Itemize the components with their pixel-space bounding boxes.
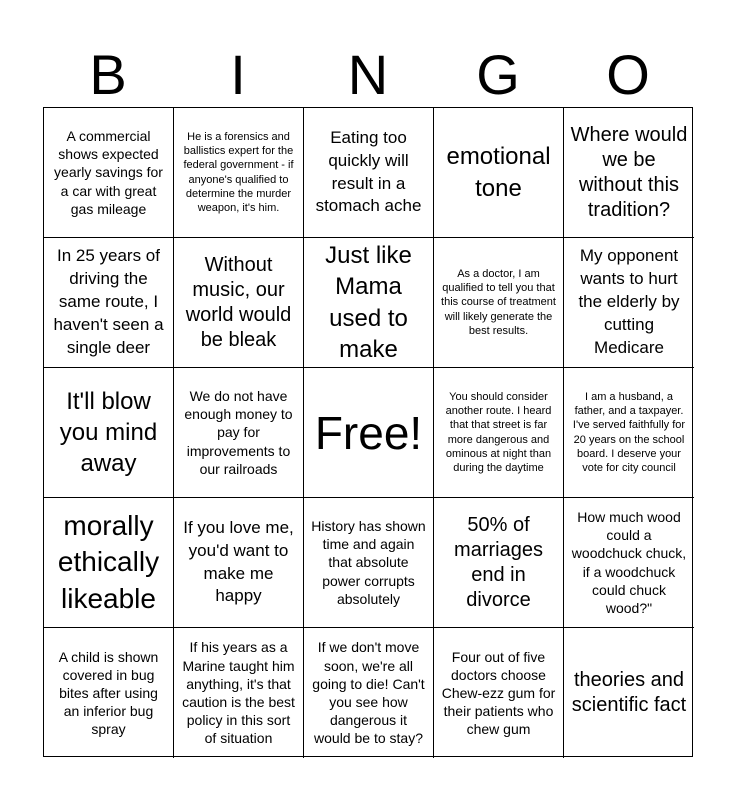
bingo-cell[interactable] (174, 628, 304, 758)
cell-text: Free! (314, 406, 423, 459)
cell-text: It'll blow you mind away (59, 387, 158, 478)
bingo-cell[interactable] (434, 628, 564, 758)
bingo-cell[interactable] (434, 108, 564, 238)
bingo-cell[interactable] (304, 238, 434, 368)
bingo-cell[interactable] (434, 368, 564, 498)
cell-text: I am a husband, a father, and a taxpayer. I've served faithfully for 20 years on the school board. I deserve your vote for city council (572, 390, 686, 475)
cell-text: Where would we be without this tradition? (570, 123, 688, 221)
bingo-cell[interactable] (44, 628, 174, 758)
cell-text: You should consider another route. I heard that that street is far more dangerous and ominous at night than during the daytime (445, 390, 552, 475)
bingo-cell[interactable] (44, 108, 174, 238)
bingo-cell[interactable] (174, 368, 304, 498)
cell-text: 50% of marriages end in divorce (454, 513, 543, 611)
cell-text: A commercial shows expected yearly savings for a car with great gas mileage (54, 128, 163, 217)
cell-text: How much wood could a woodchuck chuck, if a woodchuck could chuck wood?" (571, 508, 687, 616)
bingo-cell[interactable] (44, 498, 174, 628)
bingo-cell[interactable] (564, 498, 694, 628)
bingo-cell[interactable] (564, 108, 694, 238)
cell-text: A child is shown covered in bug bites after using an inferior bug spray (58, 648, 159, 738)
header-letter-g: G (476, 43, 520, 106)
bingo-cell[interactable] (304, 628, 434, 758)
cell-text: theories and scientific fact (571, 669, 687, 716)
header-letter-o: O (606, 43, 650, 106)
cell-text: History has shown time and again that absolute power corrupts absolutely (311, 518, 426, 607)
bingo-cell[interactable] (44, 238, 174, 368)
header-letter-i: I (230, 43, 246, 106)
cell-text: Just like Mama used to make (325, 242, 412, 363)
cell-text: If we don't move soon, we're all going to die! Can't you see how dangerous it would be to stay? (312, 639, 425, 747)
bingo-cell[interactable] (174, 238, 304, 368)
bingo-cell[interactable] (304, 108, 434, 238)
bingo-header (43, 42, 693, 108)
bingo-cell[interactable] (174, 498, 304, 628)
bingo-board (43, 107, 693, 757)
bingo-cell[interactable] (434, 238, 564, 368)
bingo-cell[interactable] (44, 368, 174, 498)
cell-text: emotional tone (446, 143, 551, 202)
bingo-cell[interactable] (564, 368, 694, 498)
header-letter-b: B (89, 43, 127, 106)
cell-text: Eating too quickly will result in a stomach ache (315, 127, 422, 216)
cell-text: If his years as a Marine taught him anything, it's that caution is the best policy in this sort of situation (182, 639, 295, 747)
bingo-cell[interactable] (174, 108, 304, 238)
cell-text: If you love me, you'd want to make me happy (183, 517, 294, 606)
cell-text: morally ethically likeable (57, 509, 160, 614)
cell-text: Without music, our world would be bleak (185, 253, 292, 351)
cell-text: He is a forensics and ballistics expert for the federal government - if anyone's qualified to determine the murder weapon, it's him. (183, 130, 294, 215)
bingo-cell[interactable] (564, 238, 694, 368)
cell-text: Four out of five doctors choose Chew-ezz gum for their patients who chew gum (441, 648, 556, 738)
cell-text: As a doctor, I am qualified to tell you that this course of treatment will likely generate the best results. (441, 267, 556, 337)
bingo-cell[interactable] (564, 628, 694, 758)
header-letter-n: N (347, 43, 389, 106)
cell-text: In 25 years of driving the same route, I haven't seen a single deer (53, 246, 164, 357)
bingo-cell[interactable] (304, 498, 434, 628)
bingo-cell[interactable] (434, 498, 564, 628)
cell-text: My opponent wants to hurt the elderly by cutting Medicare (578, 246, 680, 357)
cell-text: We do not have enough money to pay for improvements to our railroads (184, 388, 293, 477)
free-space[interactable] (304, 368, 434, 498)
